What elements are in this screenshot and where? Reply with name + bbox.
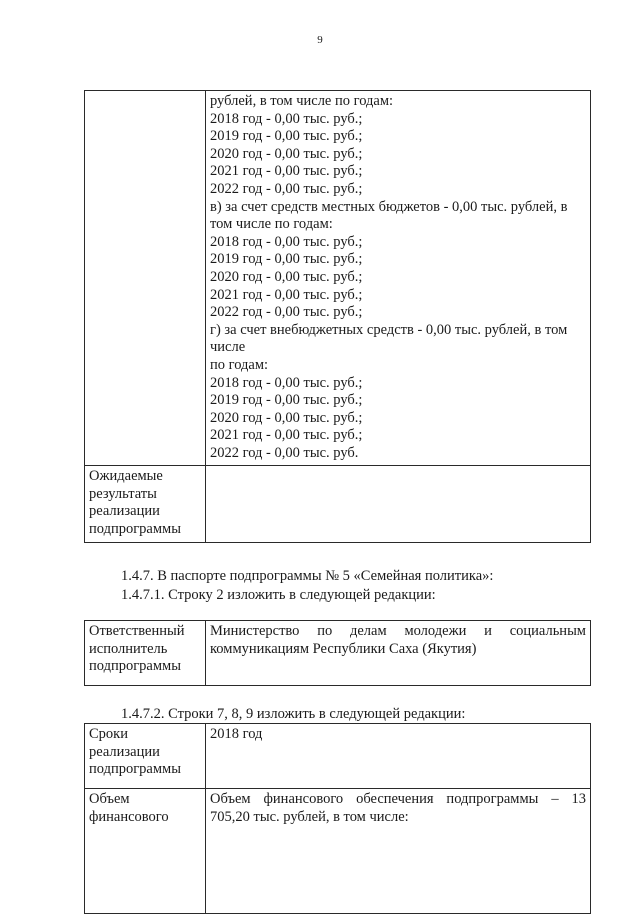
paragraph-1-4-7-1: 1.4.7.1. Строку 2 изложить в следующей редакции: xyxy=(121,587,436,603)
table-row xyxy=(85,724,591,789)
expected-results-label: Ожидаемые результаты реализации подпрограммы xyxy=(85,466,206,543)
funding-volume-label: Объем финансового xyxy=(85,789,206,914)
funding-line: 2018 год - 0,00 тыс. руб.; xyxy=(210,233,363,250)
funding-line: 2020 год - 0,00 тыс. руб.; xyxy=(210,145,363,162)
funding-line: 2022 год - 0,00 тыс. руб. xyxy=(210,444,359,461)
page-number: 9 xyxy=(317,34,323,46)
funding-line: 2018 год - 0,00 тыс. руб.; xyxy=(210,110,363,127)
funding-line: г) за счет внебюджетных средств - 0,00 тыс. рублей, в том xyxy=(210,321,568,338)
funding-line: в) за счет средств местных бюджетов - 0,00 тыс. рублей, в xyxy=(210,198,568,215)
empty-label-cell xyxy=(85,91,206,466)
table-row xyxy=(85,91,591,466)
funding-line: 2022 год - 0,00 тыс. руб.; xyxy=(210,180,363,197)
timeline-value: 2018 год xyxy=(206,724,591,789)
responsible-executor-label: Ответственный исполнитель подпрограммы xyxy=(85,621,206,686)
funding-line: числе xyxy=(210,339,246,356)
funding-line: 2019 год - 0,00 тыс. руб.; xyxy=(210,392,363,409)
funding-line: 2019 год - 0,00 тыс. руб.; xyxy=(210,128,363,145)
funding-table-continuation xyxy=(84,90,591,543)
table-row xyxy=(85,466,591,543)
funding-line: 2018 год - 0,00 тыс. руб.; xyxy=(210,374,363,391)
responsible-executor-table xyxy=(84,620,591,686)
funding-volume-value: Объем финансового обеспечения подпрограммы – 13 705,20 тыс. рублей, в том числе: xyxy=(206,789,591,914)
funding-line: рублей, в том числе по годам: xyxy=(210,93,394,109)
paragraph-1-4-7: 1.4.7. В паспорте подпрограммы № 5 «Семейная политика»: xyxy=(121,568,494,584)
table-row xyxy=(85,621,591,686)
funding-line: том числе по годам: xyxy=(210,216,333,233)
funding-line: 2022 год - 0,00 тыс. руб.; xyxy=(210,304,363,321)
timeline-label: Сроки реализации подпрограммы xyxy=(85,724,206,789)
funding-line: 2021 год - 0,00 тыс. руб.; xyxy=(210,163,363,180)
paragraph-1-4-7-2: 1.4.7.2. Строки 7, 8, 9 изложить в следующей редакции: xyxy=(121,706,466,722)
expected-results-value xyxy=(206,466,591,543)
timeline-funding-table xyxy=(84,723,591,914)
funding-line: 2021 год - 0,00 тыс. руб.; xyxy=(210,427,363,444)
funding-line: 2019 год - 0,00 тыс. руб.; xyxy=(210,251,363,268)
funding-line: 2020 год - 0,00 тыс. руб.; xyxy=(210,268,363,285)
funding-line: 2021 год - 0,00 тыс. руб.; xyxy=(210,286,363,303)
table-row xyxy=(85,789,591,914)
funding-breakdown-cell xyxy=(206,91,591,466)
funding-line: 2020 год - 0,00 тыс. руб.; xyxy=(210,409,363,426)
funding-line: по годам: xyxy=(210,356,269,373)
responsible-executor-value: Министерство по делам молодежи и социальным коммуникациям Республики Саха (Якутия) xyxy=(206,621,591,686)
